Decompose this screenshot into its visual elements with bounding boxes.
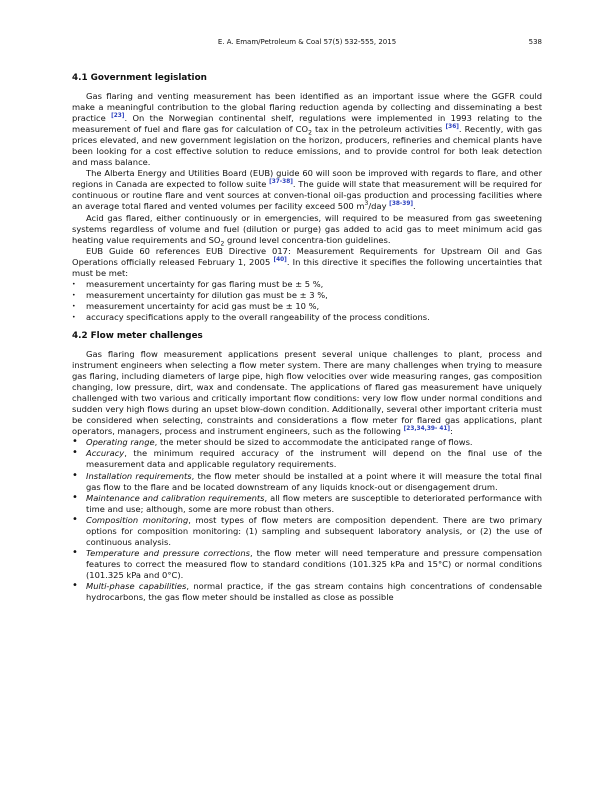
citation-link[interactable]: [36] [445, 124, 459, 131]
list-item: • accuracy specifications apply to the overall rangeability of the process conditions. [72, 312, 542, 323]
page-number: 538 [528, 38, 542, 46]
list-item: • measurement uncertainty for gas flaring must be ± 5 %, [72, 279, 542, 290]
section-heading-flow-meter-challenges: 4.2 Flow meter challenges [72, 330, 203, 341]
citation-link[interactable]: [40] [273, 256, 287, 263]
list-item: • Accuracy, the minimum required accuracy of the instrument will depend on the final use of the measurement data and applicable regulatory requirements. [72, 448, 542, 470]
list-item: • measurement uncertainty for acid gas must be ± 10 %, [72, 301, 542, 312]
list-item: • Installation requirements, the flow meter should be installed at a point where it will measure the total final gas flow to the flare and be located downstream of any liquids knock-out or disengagement drum. [72, 471, 542, 493]
citation-link[interactable]: [23] [111, 113, 125, 120]
paragraph: The Alberta Energy and Utilities Board (EUB) guide 60 will soon be improved with regards to flare, and other regions in Canada are expected to follow suite [37-38]. The guide will state that measurement will be required for continuous or routine flare and vent sources at conven-tional oil-gas production and processing facilities where an average total flared and vented volumes per facility exceed 500 $m^3$/day [38-39]. [72, 168, 542, 212]
list-item: • Temperature and pressure corrections, the flow meter will need temperature and pressure compensation features to correct the measured flow to standard conditions (101.325 kPa and 15°C) or normal conditions (101.325 kPa and 0°C). [72, 548, 542, 581]
paragraph: Gas flaring flow measurement applications present several unique challenges to plant, process and instrument engineers when selecting a flow meter system. There are many challenges when trying to measure gas flaring, including diameters of large pipe, high flow velocities over wide measuring ranges, gas composition changing, low pressure, dirt, wax and condensate. The applications of flared gas measurement have uniquely challenged with two various and critically important flow conditions: very low flow under normal conditions and sudden very high flows during an upset blow-down condition. Additionally, several other important criteria must be considered when selecting, constraints and considerations a flow meter for flared gas applications, plant operators, managers, process and instrument engineers, such as the following [23,34,39- 41]: [72, 348, 542, 437]
list-item: • Maintenance and calibration requirements, all flow meters are susceptible to deteriorated performance with time and use; although, some are more robust than others. [72, 493, 542, 515]
list-item: • Operating range, the meter should be sized to accommodate the anticipated range of flows. [72, 437, 542, 448]
paragraph: Gas flaring and venting measurement has been identified as an important issue where the GGFR could make a meaningful contribution to the global flaring reduction agenda by collecting and disseminating a best practice [23]. On the Norwegian continental shelf, regulations were implemented in 1993 relating to the measurement of fuel and flare gas for calculation of $CO_2$ tax in the petroleum activities [36]. Recently, with gas prices elevated, and new government legislation on the horizon, producers, refineries and chemical plants have been looking for a cost effective solution to reduce emissions, and to provide control for both leak detection and mass balance. [72, 91, 542, 168]
list-item: • measurement uncertainty for dilution gas must be ± 3 %, [72, 290, 542, 301]
paragraph: EUB Guide 60 references EUB Directive 017: Measurement Requirements for Upstream Oil and Gas Operations officially released February 1, 2005 [40]. In this directive it specifies the following uncertainties that must be met: [72, 245, 542, 278]
citation-link[interactable]: [38-39] [389, 201, 414, 208]
paragraph: Acid gas flared, either continuously or in emergencies, will required to be measured from gas sweetening systems regardless of volume and fuel (dilution or purge) gas added to acid gas to meet minimum acid gas heating value requirements and $SO_2$ ground level concentra-tion guidelines. [72, 212, 542, 248]
uncertainty-list [72, 279, 542, 323]
list-item: • Composition monitoring, most types of flow meters are composition dependent. There are two primary options for composition monitoring: (1) sampling and subsequent laboratory analysis, or (2) the use of continuous analysis. [72, 515, 542, 548]
journal-citation: E. A. Emam/Petroleum & Coal 57(5) 532-555, 2015 [217, 38, 397, 46]
article-body [72, 64, 542, 603]
citation-link[interactable]: [23,34,39- 41] [403, 426, 451, 433]
section-heading-government-legislation: 4.1 Government legislation [72, 73, 207, 83]
running-header [72, 38, 542, 50]
citation-link[interactable]: [37-38] [269, 179, 293, 186]
criteria-list [72, 437, 542, 603]
list-item: • Multi-phase capabilities, normal practice, if the gas stream contains high concentrations of condensable hydrocarbons, the gas flow meter should be installed as close as possible [72, 581, 542, 603]
